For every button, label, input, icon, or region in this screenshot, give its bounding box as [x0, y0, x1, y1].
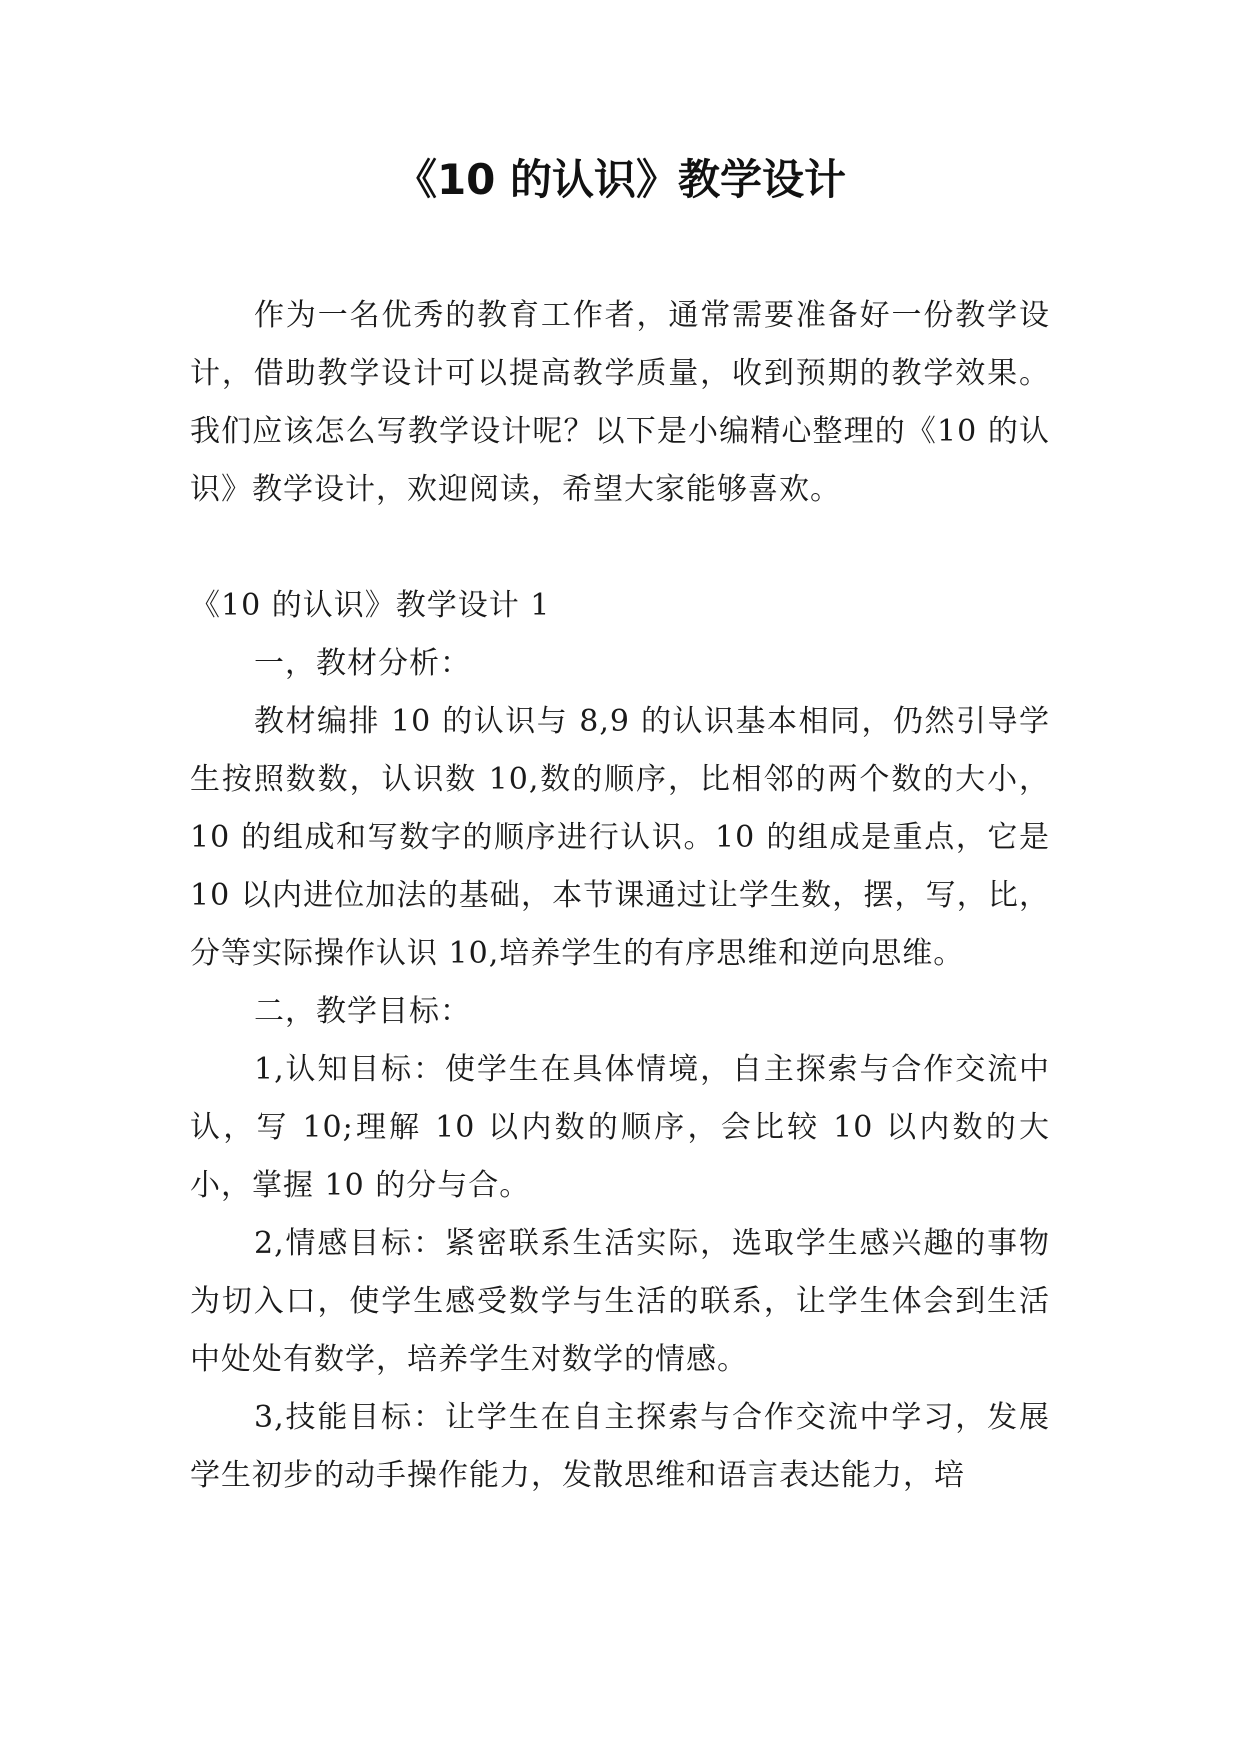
section-heading: 《10 的认识》教学设计 1 [190, 588, 551, 623]
paragraph-textbook-analysis: 教材编排 10 的认识与 8,9 的认识基本相同，仍然引导学生按照数数，认识数 10,数的顺序，比相邻的两个数的大小，10 的组成和写数字的顺序进行认识。10 的组成是重点，它是 10 以内进位加法的基础，本节课通过让学生数，摆，写，比，分等实际操作认识 10,培养学生的有序思维和逆向思维。 [190, 704, 1050, 971]
paragraph-cognitive-goal: 1,认知目标：使学生在具体情境，自主探索与合作交流中认，写 10;理解 10 以内数的顺序，会比较 10 以内数的大小，掌握 10 的分与合。 [190, 1052, 1050, 1203]
paragraph-emotional-goal: 2,情感目标：紧密联系生活实际，选取学生感兴趣的事物为切入口，使学生感受数学与生活的联系，让学生体会到生活中处处有数学，培养学生对数学的情感。 [190, 1226, 1050, 1377]
heading-textbook-analysis: 一，教材分析： [254, 646, 471, 681]
heading-teaching-goals: 二，教学目标： [254, 994, 471, 1029]
document-title: 《10 的认识》教学设计 [394, 155, 847, 204]
paragraph-skill-goal: 3,技能目标：让学生在自主探索与合作交流中学习，发展学生初步的动手操作能力，发散思维和语言表达能力，培 [190, 1400, 1050, 1493]
intro-paragraph: 作为一名优秀的教育工作者，通常需要准备好一份教学设计，借助教学设计可以提高教学质量，收到预期的教学效果。我们应该怎么写教学设计呢？以下是小编精心整理的《10 的认识》教学设计，欢迎阅读，希望大家能够喜欢。 [190, 298, 1050, 507]
section-body [190, 635, 1050, 1505]
